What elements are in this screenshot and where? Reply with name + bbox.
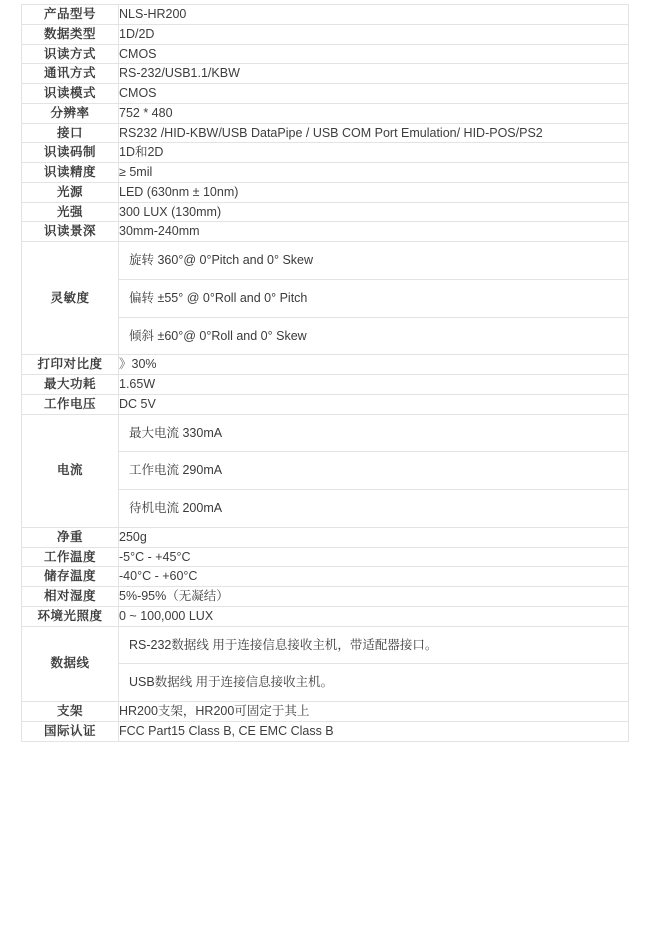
table-row <box>22 606 629 626</box>
spec-value-cell: 1D/2D <box>119 24 629 44</box>
spec-value-cell: 30mm-240mm <box>119 222 629 242</box>
spec-label-cell: 灵敏度 <box>22 242 119 355</box>
spec-label-cell: 储存温度 <box>22 567 119 587</box>
spec-value-subrow <box>119 317 628 354</box>
spec-value-subrow <box>119 279 628 317</box>
spec-value-cell: CMOS <box>119 44 629 64</box>
spec-value-cell: 待机电流 200mA <box>129 501 223 515</box>
spec-label-cell: 工作电压 <box>22 394 119 414</box>
spec-label-cell: 识读精度 <box>22 163 119 183</box>
spec-label-cell: 电流 <box>22 414 119 527</box>
spec-label-cell: 工作温度 <box>22 547 119 567</box>
spec-label-cell: 识读模式 <box>22 84 119 104</box>
spec-value-cell: 1D和2D <box>119 143 629 163</box>
spec-value-subrow <box>119 452 628 490</box>
spec-value-subrow <box>119 415 628 452</box>
spec-value-cell: -5°C - +45°C <box>119 547 629 567</box>
table-row <box>22 394 629 414</box>
spec-value-cell: 偏转 ±55° @ 0°Roll and 0° Pitch <box>119 279 628 317</box>
spec-value-cell: HR200支架，HR200可固定于其上 <box>119 702 629 722</box>
spec-label-cell: 数据类型 <box>22 24 119 44</box>
spec-label-cell: 接口 <box>22 123 119 143</box>
spec-label-cell: 净重 <box>22 527 119 547</box>
table-row <box>22 527 629 547</box>
table-row <box>22 163 629 183</box>
spec-value-cell: 300 LUX (130mm) <box>119 202 629 222</box>
spec-value-cell: LED (630nm ± 10nm) <box>119 182 629 202</box>
spec-label-cell: 识读方式 <box>22 44 119 64</box>
spec-value-group-cell <box>119 626 629 702</box>
spec-value-cell: CMOS <box>119 84 629 104</box>
spec-value-cell: 250g <box>119 527 629 547</box>
spec-value-cell: DC 5V <box>119 394 629 414</box>
spec-label-cell: 分辨率 <box>22 103 119 123</box>
spec-value-sublist <box>119 627 628 702</box>
spec-value-cell: 倾斜 ±60°@ 0°Roll and 0° Skew <box>129 328 307 343</box>
table-row <box>22 182 629 202</box>
spec-label-cell: 打印对比度 <box>22 355 119 375</box>
spec-value-cell: 1.65W <box>119 375 629 395</box>
table-row <box>22 123 629 143</box>
table-row <box>22 143 629 163</box>
table-row <box>22 242 629 355</box>
spec-value-cell: 752 * 480 <box>119 103 629 123</box>
spec-label-cell: 识读码制 <box>22 143 119 163</box>
table-row <box>22 587 629 607</box>
spec-value-subrow <box>119 490 628 527</box>
table-row <box>22 202 629 222</box>
table-row <box>22 567 629 587</box>
spec-value-cell: RS232 /HID-KBW/USB DataPipe / USB COM Port Emulation/ HID-POS/PS2 <box>119 123 629 143</box>
spec-value-cell: 5%-95%（无凝结） <box>119 587 629 607</box>
table-row <box>22 626 629 702</box>
table-row <box>22 547 629 567</box>
spec-label-cell: 通讯方式 <box>22 64 119 84</box>
spec-value-cell: ≥ 5mil <box>119 163 629 183</box>
spec-value-cell: USB数据线 用于连接信息接收主机。 <box>129 675 334 690</box>
table-row <box>22 44 629 64</box>
spec-label-cell: 最大功耗 <box>22 375 119 395</box>
spec-label-cell: 识读景深 <box>22 222 119 242</box>
table-row <box>22 5 629 25</box>
spec-label-cell: 光源 <box>22 182 119 202</box>
spec-label-cell: 产品型号 <box>22 5 119 25</box>
spec-value-cell: RS-232/USB1.1/KBW <box>119 64 629 84</box>
table-row <box>22 702 629 722</box>
spec-label-cell: 相对湿度 <box>22 587 119 607</box>
spec-value-group-cell <box>119 414 629 527</box>
spec-value-cell: NLS-HR200 <box>119 5 629 25</box>
specification-table-body <box>22 5 629 742</box>
specification-table <box>21 4 629 742</box>
table-row <box>22 103 629 123</box>
specification-table-wrapper <box>21 0 629 742</box>
spec-value-subrow <box>119 242 628 279</box>
spec-label-cell: 环境光照度 <box>22 606 119 626</box>
spec-value-sublist <box>119 242 628 354</box>
spec-value-cell: 》30% <box>119 355 629 375</box>
spec-value-cell: 工作电流 290mA <box>119 452 628 490</box>
spec-label-cell: 数据线 <box>22 626 119 702</box>
spec-value-group-cell <box>119 242 629 355</box>
spec-value-subrow <box>119 627 628 664</box>
spec-label-cell: 支架 <box>22 702 119 722</box>
spec-value-subrow <box>119 664 628 701</box>
spec-label-cell: 国际认证 <box>22 721 119 741</box>
spec-value-sublist <box>119 415 628 527</box>
table-row <box>22 721 629 741</box>
table-row <box>22 84 629 104</box>
table-row <box>22 222 629 242</box>
spec-value-cell: 最大电流 330mA <box>119 415 628 452</box>
spec-value-cell: -40°C - +60°C <box>119 567 629 587</box>
spec-value-cell: FCC Part15 Class B, CE EMC Class B <box>119 721 629 741</box>
spec-value-cell: 旋转 360°@ 0°Pitch and 0° Skew <box>119 242 628 279</box>
table-row <box>22 375 629 395</box>
table-row <box>22 414 629 527</box>
spec-value-cell: 0 ~ 100,000 LUX <box>119 606 629 626</box>
table-row <box>22 64 629 84</box>
table-row <box>22 24 629 44</box>
table-row <box>22 355 629 375</box>
spec-value-cell: RS-232数据线 用于连接信息接收主机，带适配器接口。 <box>119 627 628 664</box>
spec-label-cell: 光强 <box>22 202 119 222</box>
